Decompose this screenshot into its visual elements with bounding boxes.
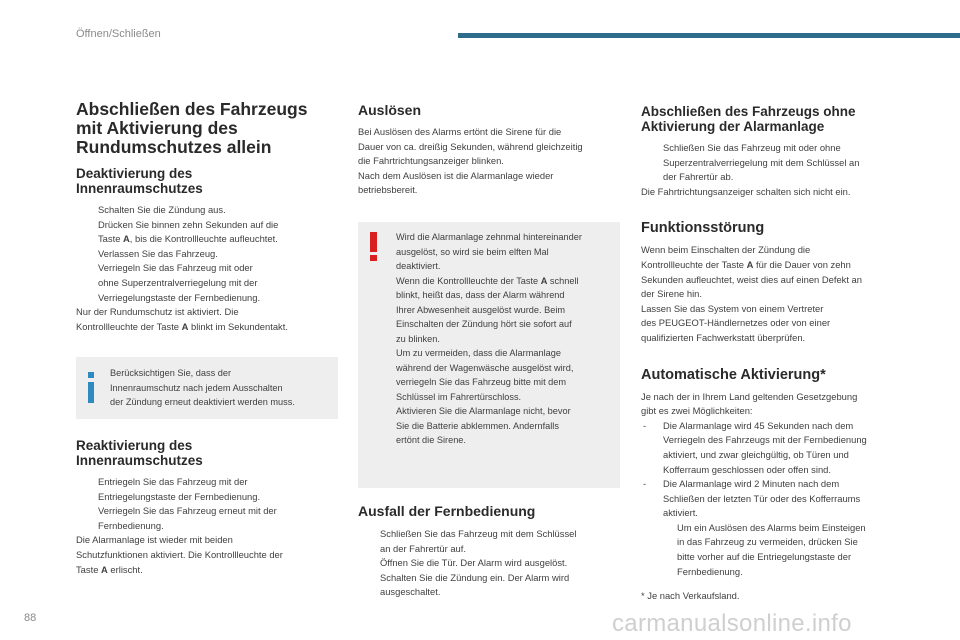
section-title-malfunction: Funktionsstörung bbox=[641, 220, 765, 237]
column-right bbox=[641, 104, 907, 579]
column-left bbox=[76, 100, 338, 334]
automatic-activation-text: Je nach der in Ihrem Land geltenden Gesetzgebung gibt es zwei Möglichkeiten: - Die Alarmanlage wird 45 Sekunden nach dem Verriegeln des Fahrzeugs mit der Fernbedienung aktiviert, und zwar gleichgültig, ob Türen und Kofferraum geschlossen oder offen sind. - Die Alarmanlage wird 2 Minuten nach dem Schließen der letzten Tür oder des Kofferraums aktiviert. Um ein Auslösen des Alarms beim Einsteigen in das Fahrzeug zu vermeiden, drücken Sie bitte vorher auf die Entriegelungstaste der Fernbedienung. bbox=[641, 390, 907, 580]
list-item: Öffnen Sie die Tür. Der Alarm wird ausgelöst. bbox=[380, 557, 568, 569]
section-title-lock-perimeter: Abschließen des Fahrzeugs mit Aktivierung des Rundumschutzes allein bbox=[76, 99, 308, 157]
warning-text: Wird die Alarmanlage zehnmal hintereinander ausgelöst, so wird sie beim elften Mal deaktiviert. Wenn die Kontrollleuchte der Taste A schnell blinkt, heißt das, dass der Alarm während Ihrer Abwesenheit ausgelöst wurde. Beim Einschalten der Zündung hört sie sofort auf zu blinken. Um zu vermeiden, dass die Alarmanlage während der Wagenwäsche ausgelöst wird, verriegeln Sie das Fahrzeug bitte mit dem Schlüssel im Fahrertürschloss. Aktivieren Sie die Alarmanlage nicht, bevor Sie die Batterie abklemmen. Andernfalls ertönt die Sirene. bbox=[396, 232, 582, 445]
malfunction-text: Wenn beim Einschalten der Zündung die Kontrollleuchte der Taste A für die Dauer von zehn Sekunden aufleuchtet, weist dies auf einen Defekt an der Sirene hin. Lassen Sie das System von einem Vertreter des PEUGEOT-Händlernetzes oder von einer qualifizierten Fachwerkstatt überprüfen. bbox=[641, 244, 862, 343]
lock-without-alarm-text: Schließen Sie das Fahrzeug mit oder ohne Superzentralverriegelung mit dem Schlüssel an der Fahrertür ab. Die Fahrtrichtungsanzeiger schalten sich nicht ein. bbox=[641, 141, 907, 199]
remote-failure-steps bbox=[358, 527, 620, 600]
list-item: Schalten Sie die Zündung aus. bbox=[98, 204, 226, 215]
deactivation-steps: Schalten Sie die Zündung aus. Drücken Sie binnen zehn Sekunden auf die Taste A, bis die Kontrollleuchte aufleuchtet. Verlassen Sie das Fahrzeug. Verriegeln Sie das Fahrzeug mit oder ohne Superzentralverriegelung mit der Verriegelungstaste der Fernbedienung. Nur der Rundumschutz ist aktiviert. Die Kontrollleuchte der Taste A blinkt im Sekundentakt. bbox=[76, 203, 338, 334]
list-item: Schließen Sie das Fahrzeug mit oder ohne Superzentralverriegelung mit dem Schlüssel an der Fahrertür ab. bbox=[663, 142, 860, 183]
info-text: Berücksichtigen Sie, dass der Innenraumschutz nach jedem Ausschalten der Zündung erneut deaktiviert werden muss. bbox=[110, 368, 295, 407]
header-accent-bar bbox=[458, 33, 960, 38]
section-title-trigger: Auslösen bbox=[358, 102, 422, 118]
column-middle bbox=[358, 103, 620, 198]
section-title-remote-failure: Ausfall der Fernbedienung bbox=[358, 503, 536, 519]
list-item: - Die Alarmanlage wird 45 Sekunden nach dem Verriegeln des Fahrzeugs mit der Fernbedienung aktiviert, und zwar gleichgültig, ob Türen und Kofferraum geschlossen oder offen sind. bbox=[643, 419, 867, 475]
reactivation-steps: Entriegeln Sie das Fahrzeug mit der Entriegelungstaste der Fernbedienung. Verriegeln Sie das Fahrzeug erneut mit der Fernbedienung. Die Alarmanlage ist wieder mit beiden Schutzfunktionen aktiviert. Die Kontrollleuchte der Taste A erlischt. bbox=[76, 475, 338, 577]
warning-icon bbox=[370, 232, 377, 262]
trigger-text: Bei Auslösen des Alarms ertönt die Sirene für die Dauer von ca. dreißig Sekunden, während gleichzeitig die Fahrtrichtungsanzeiger blinken. Nach dem Auslösen ist die Alarmanlage wieder betriebsbereit. bbox=[358, 126, 583, 196]
list-item: Verriegeln Sie das Fahrzeug mit oder ohne Superzentralverriegelung mit der Verriegelungstaste der Fernbedienung. bbox=[98, 262, 261, 303]
remote-failure-section bbox=[358, 504, 620, 600]
subsection-title-deactivation: Deaktivierung des Innenraumschutzes bbox=[76, 166, 203, 196]
list-item: Um ein Auslösen des Alarms beim Einsteigen in das Fahrzeug zu vermeiden, drücken Sie bitte vorher auf die Entriegelungstaste der Fernbedienung. bbox=[677, 521, 866, 577]
info-icon bbox=[88, 372, 94, 403]
reactivation-section bbox=[76, 438, 338, 577]
page-header-title: Öffnen/Schließen bbox=[76, 28, 161, 40]
list-item: Verriegeln Sie das Fahrzeug erneut mit der Fernbedienung. bbox=[98, 505, 277, 531]
section-title-automatic-activation: Automatische Aktivierung* bbox=[641, 366, 826, 383]
list-item: - Die Alarmanlage wird 2 Minuten nach dem Schließen der letzten Tür oder des Kofferraums aktiviert. bbox=[643, 478, 861, 519]
list-item: Verlassen Sie das Fahrzeug. bbox=[98, 247, 218, 259]
watermark: carmanualsonline.info bbox=[612, 610, 852, 637]
info-box bbox=[76, 357, 338, 419]
list-item: Schalten Sie die Zündung ein. Der Alarm wird ausgeschaltet. bbox=[380, 571, 570, 598]
list-item: Drücken Sie binnen zehn Sekunden auf die Taste A, bis die Kontrollleuchte aufleuchtet. bbox=[98, 218, 279, 245]
page-number: 88 bbox=[24, 612, 37, 624]
subsection-title-reactivation: Reaktivierung des Innenraumschutzes bbox=[76, 438, 203, 468]
list-item: Entriegeln Sie das Fahrzeug mit der Entriegelungstaste der Fernbedienung. bbox=[98, 476, 261, 502]
footnote: * Je nach Verkaufsland. bbox=[641, 590, 740, 601]
list-item: Schließen Sie das Fahrzeug mit dem Schlüssel an der Fahrertür auf. bbox=[380, 528, 577, 554]
warning-box bbox=[358, 222, 620, 488]
section-title-lock-without-alarm: Abschließen des Fahrzeugs ohne Aktivierung der Alarmanlage bbox=[641, 104, 856, 134]
